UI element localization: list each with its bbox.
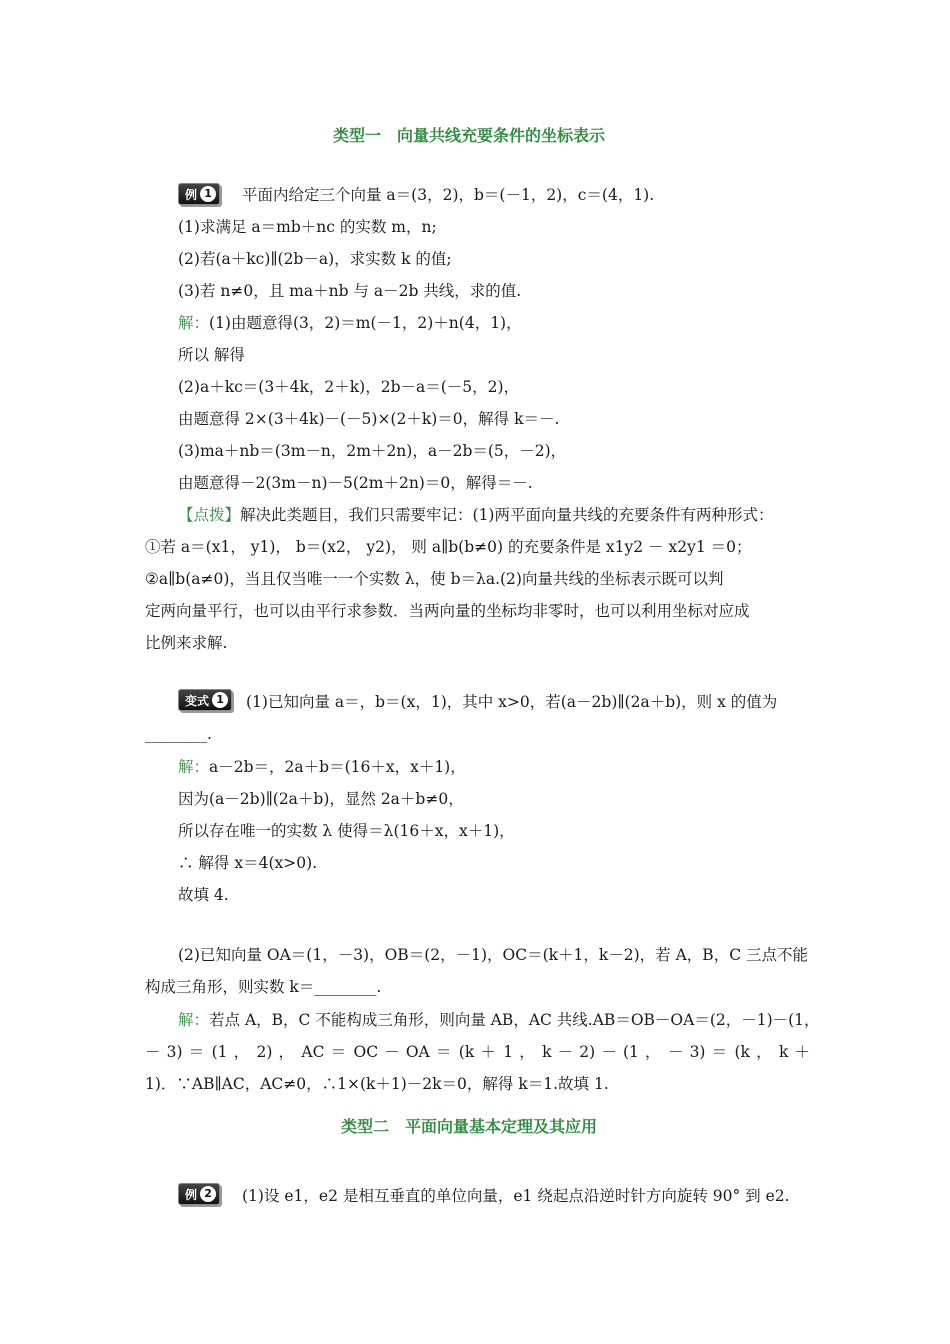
solution-text: (1)由题意得(3，2)＝m(－1，2)＋n(4，1)，	[209, 314, 522, 332]
solution-line: 由题意得－2(3m－n)－5(2m＋2n)＝0，解得＝－.	[178, 474, 533, 492]
variant-badge	[178, 689, 232, 711]
badge-number: 1	[200, 186, 216, 202]
example-badge	[178, 1183, 220, 1205]
solution-label: 解：	[178, 314, 210, 332]
solution-text: 若点 A，B，C 不能构成三角形，则向量 AB，AC 共线.AB＝OB－OA＝(2，－1)－(1，	[209, 1011, 820, 1029]
tip-label: 【点拨】	[178, 506, 241, 524]
example-statement: 平面内给定三个向量 a＝(3，2)，b＝(－1，2)，c＝(4，1).	[242, 186, 655, 204]
variant-question: (1)已知向量 a＝，b＝(x，1)，其中 x>0，若(a－2b)∥(2a＋b)，则 x 的值为	[246, 693, 778, 711]
solution-line: － 3) ＝ (1 ， 2) ， AC ＝ OC － OA ＝ (k ＋ 1 ， k － 2) － (1 ， － 3) ＝ (k ， k ＋	[145, 1043, 810, 1061]
section-heading-type2: 类型二 平面向量基本定理及其应用	[341, 1117, 598, 1136]
solution-line: ∴ 解得 x＝4(x>0).	[178, 854, 318, 872]
question-line: (1)求满足 a＝mb＋nc 的实数 m，n;	[178, 218, 437, 236]
solution-line: 所以存在唯一的实数 λ 使得＝λ(16＋x，x＋1)，	[178, 822, 515, 840]
variant-question: (2)已知向量 OA＝(1，－3)，OB＝(2，－1)，OC＝(k＋1，k－2)，若 A，B，C 三点不能	[178, 946, 808, 964]
solution-text: a－2b＝，2a＋b＝(16＋x，x＋1)，	[209, 758, 466, 776]
badge-text: 变式	[185, 693, 210, 708]
badge-number: 1	[212, 692, 228, 708]
question-line: (3)若 n≠0，且 ma＋nb 与 a－2b 共线，求的值.	[178, 282, 522, 300]
tip-line	[178, 504, 773, 526]
solution-label: 解：	[178, 758, 210, 776]
solution-line: 因为(a－2b)∥(2a＋b)，显然 2a＋b≠0，	[178, 790, 464, 808]
solution-line: 所以 解得	[178, 346, 245, 364]
section-heading-type1: 类型一 向量共线充要条件的坐标表示	[333, 126, 606, 145]
solution-line: (2)a＋kc＝(3＋4k，2＋k)，2b－a＝(－5，2)，	[178, 378, 520, 396]
tip-line: 定两向量平行，也可以由平行求参数．当两向量的坐标均非零时，也可以利用坐标对应成	[145, 602, 750, 620]
variant-question: 构成三角形，则实数 k＝________.	[145, 978, 382, 996]
solution-line: 1)．∵AB∥AC，AC≠0，∴1×(k＋1)－2k＝0，解得 k＝1.故填 1.	[145, 1075, 609, 1093]
solution-line: (3)ma＋nb＝(3m－n，2m＋2n)，a－2b＝(5，－2)，	[178, 442, 567, 460]
solution-line	[178, 756, 466, 778]
badge-text: 例	[185, 1187, 198, 1202]
tip-line: 比例来求解.	[145, 634, 228, 652]
question-line: (2)若(a＋kc)∥(2b－a)，求实数 k 的值;	[178, 250, 452, 268]
solution-line	[178, 312, 522, 334]
solution-label: 解：	[178, 1011, 210, 1029]
solution-line: 故填 4.	[178, 886, 229, 904]
answer-blank: ________.	[145, 725, 212, 743]
tip-text: 解决此类题目，我们只需要牢记：(1)两平面向量共线的充要条件有两种形式：	[240, 506, 774, 524]
example-badge	[178, 183, 220, 205]
example-statement: (1)设 e1，e2 是相互垂直的单位向量，e1 绕起点沿逆时针方向旋转 90° 到 e2.	[242, 1187, 790, 1205]
badge-number: 2	[200, 1186, 216, 1202]
tip-line: ②a∥b(a≠0)，当且仅当唯一一个实数 λ，使 b＝λa.(2)向量共线的坐标表示既可以判	[145, 570, 724, 588]
solution-line	[178, 1009, 820, 1031]
badge-text: 例	[185, 187, 198, 202]
tip-line: ①若 a＝(x1， y1)， b＝(x2， y2)， 则 a∥b(b≠0) 的充要条件是 x1y2 － x2y1 ＝0；	[145, 538, 752, 556]
solution-line: 由题意得 2×(3＋4k)－(－5)×(2＋k)＝0，解得 k＝－.	[178, 410, 560, 428]
